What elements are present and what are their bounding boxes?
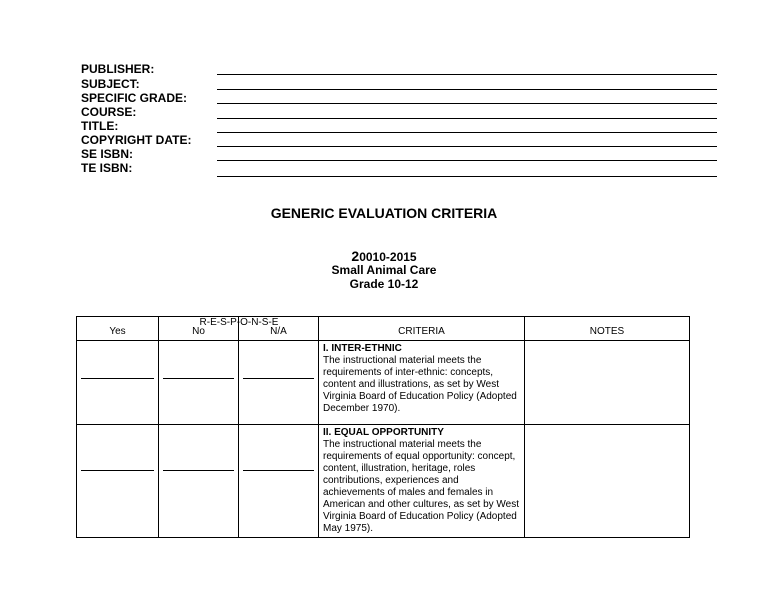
- no-column-header: [159, 317, 239, 341]
- no-response-line: [163, 378, 234, 379]
- year-range-rest: 0010-2015: [359, 250, 417, 264]
- yes-response-line: [81, 378, 154, 379]
- course-label: COURSE:: [81, 105, 137, 119]
- notes-cell[interactable]: [525, 341, 690, 425]
- na-response-line: [243, 470, 314, 471]
- na-header-label: N/A: [270, 326, 287, 337]
- criteria-text: The instructional material meets the requirements of inter-ethnic: concepts, content and illustrations, as set by West Virginia Board of Education Policy (Adopted December 1970).: [323, 355, 517, 414]
- title-line[interactable]: [217, 132, 717, 133]
- publisher-line[interactable]: [217, 74, 717, 75]
- publisher-label: PUBLISHER:: [81, 62, 155, 76]
- no-response-cell[interactable]: [159, 341, 239, 425]
- year-range-first-digit: 2: [351, 248, 360, 264]
- copyright-date-label: COPYRIGHT DATE:: [81, 133, 192, 147]
- na-response-line: [243, 378, 314, 379]
- no-response-cell[interactable]: [159, 425, 239, 538]
- subject-line[interactable]: [217, 89, 717, 90]
- na-column-header: [239, 317, 319, 341]
- te-isbn-label: TE ISBN:: [81, 161, 133, 175]
- specific-grade-line[interactable]: [217, 103, 717, 104]
- na-response-cell[interactable]: [239, 341, 319, 425]
- criteria-column-header: CRITERIA: [319, 317, 525, 341]
- te-isbn-line[interactable]: [217, 176, 717, 177]
- title-label: TITLE:: [81, 119, 119, 133]
- response-label: R-E-S-P-O-N-S-E: [199, 317, 279, 328]
- na-response-cell[interactable]: [239, 425, 319, 538]
- yes-header-label: Yes: [109, 326, 126, 337]
- criteria-title: II. EQUAL OPPORTUNITY: [323, 427, 444, 438]
- copyright-date-line[interactable]: [217, 146, 717, 147]
- criteria-text: The instructional material meets the requirements of equal opportunity: concept, content, illustration, heritage, roles contributions, experiences and achievements of males and females in American and other cultures, as set by West Virginia Board of Education Policy (Adopted May 1975).: [323, 439, 520, 534]
- specific-grade-label: SPECIFIC GRADE:: [81, 91, 188, 105]
- criteria-title: I. INTER-ETHNIC: [323, 343, 402, 354]
- criteria-cell: [319, 341, 525, 425]
- evaluation-table: [76, 316, 690, 538]
- yes-response-cell[interactable]: [77, 341, 159, 425]
- page-title: GENERIC EVALUATION CRITERIA: [270, 205, 498, 221]
- table-header-row: [77, 317, 690, 341]
- se-isbn-line[interactable]: [217, 160, 717, 161]
- subject-label: SUBJECT:: [81, 77, 140, 91]
- notes-cell[interactable]: [525, 425, 690, 538]
- table-row: [77, 341, 690, 425]
- no-header-label: No: [192, 326, 205, 337]
- yes-response-cell[interactable]: [77, 425, 159, 538]
- course-name: Small Animal Care: [331, 263, 437, 277]
- se-isbn-label: SE ISBN:: [81, 147, 134, 161]
- notes-column-header: NOTES: [525, 317, 690, 341]
- criteria-cell: [319, 425, 525, 538]
- yes-response-line: [81, 470, 154, 471]
- grade-range: Grade 10-12: [349, 277, 419, 291]
- no-response-line: [163, 470, 234, 471]
- table-row: [77, 425, 690, 538]
- course-line[interactable]: [217, 118, 717, 119]
